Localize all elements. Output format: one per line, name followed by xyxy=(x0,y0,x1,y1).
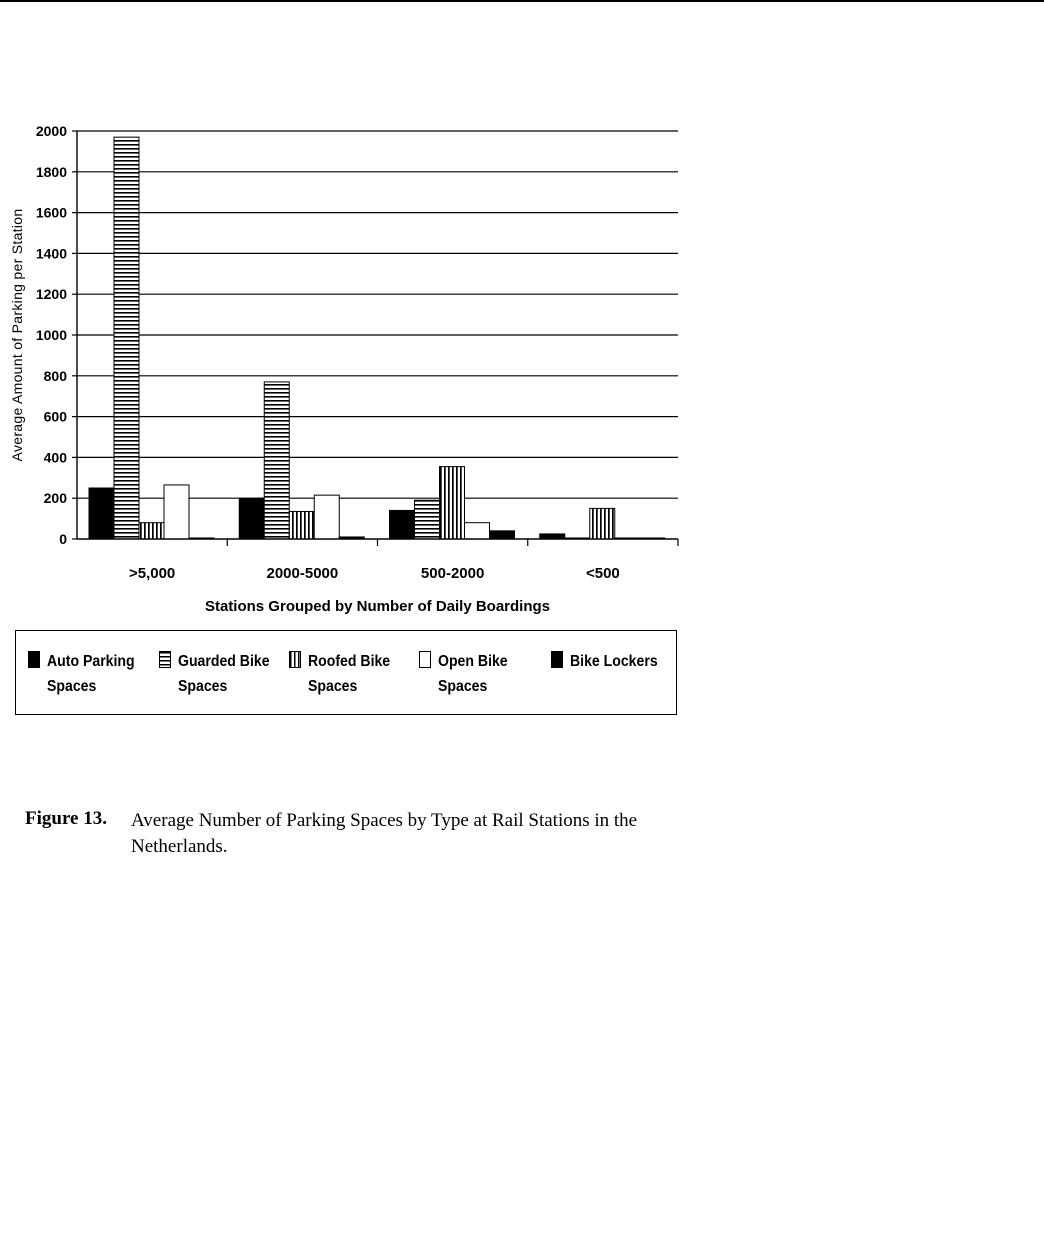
y-tick-label: 600 xyxy=(43,408,67,425)
bar-bike-lockers-2 xyxy=(490,531,515,539)
bar-roofed-bike-spaces-0 xyxy=(139,523,164,539)
chart-legend xyxy=(15,630,677,715)
legend-swatch-bike-lockers xyxy=(551,651,563,668)
bar-roofed-bike-spaces-3 xyxy=(590,508,615,539)
legend-label-roofed-bike: Roofed Bike Spaces xyxy=(308,653,391,695)
x-tick-label: >5,000 xyxy=(128,565,176,582)
legend-label-auto-parking: Auto Parking Spaces xyxy=(47,653,135,695)
x-tick-label: 2000-5000 xyxy=(266,565,339,582)
bar-auto-parking-spaces-0 xyxy=(89,488,114,539)
legend-label-guarded-bike: Guarded Bike Spaces xyxy=(178,653,270,695)
legend-swatch-open-bike xyxy=(419,651,431,668)
y-tick-label: 200 xyxy=(43,490,67,507)
y-tick-label: 2000 xyxy=(35,123,67,139)
bar-auto-parking-spaces-3 xyxy=(540,534,565,539)
y-tick-label: 400 xyxy=(43,449,67,466)
bar-auto-parking-spaces-1 xyxy=(239,498,264,539)
bar-roofed-bike-spaces-1 xyxy=(289,511,314,539)
y-tick-label: 1400 xyxy=(35,245,67,262)
y-tick-label: 1800 xyxy=(35,163,67,180)
x-tick-label: <500 xyxy=(585,565,620,582)
bars xyxy=(89,137,665,539)
bar-roofed-bike-spaces-2 xyxy=(440,467,465,539)
axes xyxy=(72,131,678,546)
legend-swatch-guarded-bike xyxy=(159,651,171,668)
legend-swatch-roofed-bike xyxy=(289,651,301,668)
bar-guarded-bike-spaces-0 xyxy=(114,137,139,539)
y-tick-label: 1000 xyxy=(35,327,67,343)
y-axis-title: Average Amount of Parking per Station xyxy=(9,208,25,462)
y-tick-label: 800 xyxy=(43,367,67,384)
x-axis-title: Stations Grouped by Number of Daily Boardings xyxy=(204,598,551,615)
bar-open-bike-spaces-0 xyxy=(164,485,189,539)
bar-guarded-bike-spaces-2 xyxy=(415,500,440,539)
figure-number: Figure 13. xyxy=(25,808,107,829)
legend-swatch-auto-parking xyxy=(28,651,40,668)
legend-label-bike-lockers: Bike Lockers xyxy=(570,653,658,670)
y-tick-label: 1200 xyxy=(35,286,67,303)
x-tick-label: 500-2000 xyxy=(420,565,485,582)
legend-label-open-bike: Open Bike Spaces xyxy=(438,653,508,695)
bar-auto-parking-spaces-2 xyxy=(390,510,415,539)
y-tick-label: 0 xyxy=(59,531,67,547)
bar-guarded-bike-spaces-1 xyxy=(264,382,289,539)
y-tick-label: 1600 xyxy=(35,204,67,221)
figure-caption: Average Number of Parking Spaces by Type at Rail Stations in the Netherlands. xyxy=(131,810,638,857)
bar-open-bike-spaces-2 xyxy=(465,523,490,539)
gridlines xyxy=(77,131,678,498)
bar-open-bike-spaces-1 xyxy=(314,495,339,539)
